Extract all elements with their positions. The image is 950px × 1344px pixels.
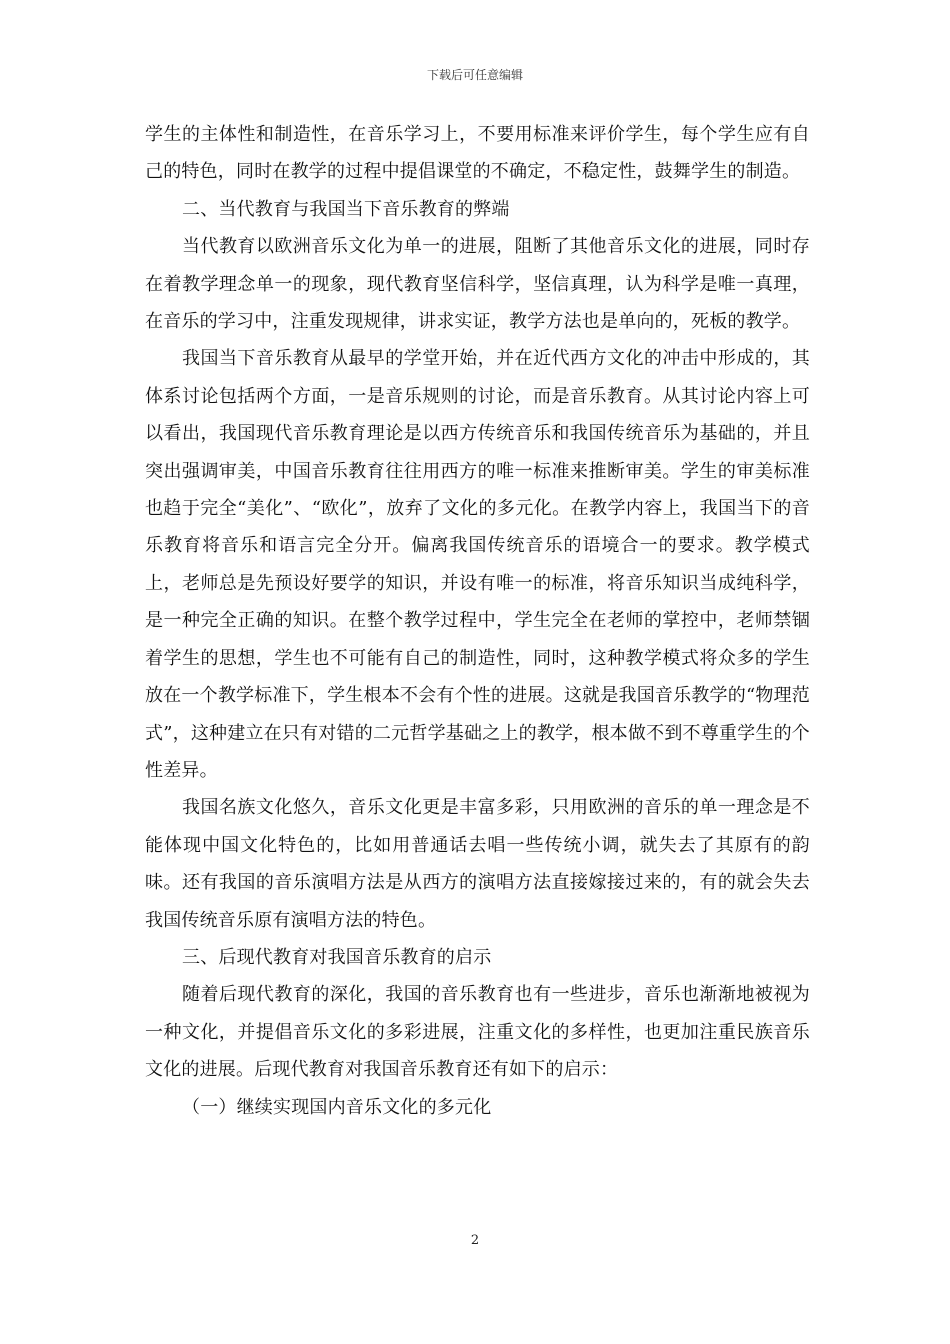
page-number: 2 [470,1233,480,1248]
section-heading-2: 二、当代教育与我国当下音乐教育的弊端 [182,198,510,220]
subsection-heading: （一）继续实现国内音乐文化的多元化 [182,1096,492,1118]
page-header: 下载后可任意编辑 [426,68,523,82]
paragraph: 当代教育以欧洲音乐文化为单一的进展，阻断了其他音乐文化的进展，同时存在着教学理念单一的现象，现代教育坚信科学，坚信真理，认为科学是唯一真理，在音乐的学习中，注重发现规律，讲求实证，教学方法也是单向的，死板的教学。 [145,236,810,333]
paragraph: 我国名族文化悠久，音乐文化更是丰富多彩，只用欧洲的音乐的单一理念是不能体现中国文化特色的，比如用普通话去唱一些传统小调，就失去了其原有的韵味。还有我国的音乐演唱方法是从西方的演唱方法直接嫁接过来的，有的就会失去我国传统音乐原有演唱方法的特色。 [145,797,810,931]
paragraph: 随着后现代教育的深化，我国的音乐教育也有一些进步，音乐也渐渐地被视为一种文化，并提倡音乐文化的多彩进展，注重文化的多样性，也更加注重民族音乐文化的进展。后现代教育对我国音乐教育还有如下的启示： [145,984,810,1081]
section-heading-3: 三、后现代教育对我国音乐教育的启示 [182,946,492,968]
paragraph: 我国当下音乐教育从最早的学堂开始，并在近代西方文化的冲击中形成的，其体系讨论包括两个方面，一是音乐规则的讨论，而是音乐教育。从其讨论内容上可以看出，我国现代音乐教育理论是以西方传统音乐和我国传统音乐为基础的，并且突出强调审美，中国音乐教育往往用西方的唯一标准来推断审美。学生的审美标准也趋于完全“美化”、“欧化”，放弃了文化的多元化。在教学内容上，我国当下的音乐教育将音乐和语言完全分开。偏离我国传统音乐的语境合一的要求。教学模式上，老师总是先预设好要学的知识，并设有唯一的标准，将音乐知识当成纯科学，是一种完全正确的知识。在整个教学过程中，学生完全在老师的掌控中，老师禁锢着学生的思想，学生也不可能有自己的制造性，同时，这种教学模式将众多的学生放在一个教学标准下，学生根本不会有个性的进展。这就是我国音乐教学的“物理范式”，这种建立在只有对错的二元哲学基础之上的教学，根本做不到不尊重学生的个性差异。 [145,348,810,781]
document-body [145,116,810,1126]
paragraph-continuation: 学生的主体性和制造性，在音乐学习上，不要用标准来评价学生，每个学生应有自己的特色，同时在教学的过程中提倡课堂的不确定，不稳定性，鼓舞学生的制造。 [145,124,810,183]
